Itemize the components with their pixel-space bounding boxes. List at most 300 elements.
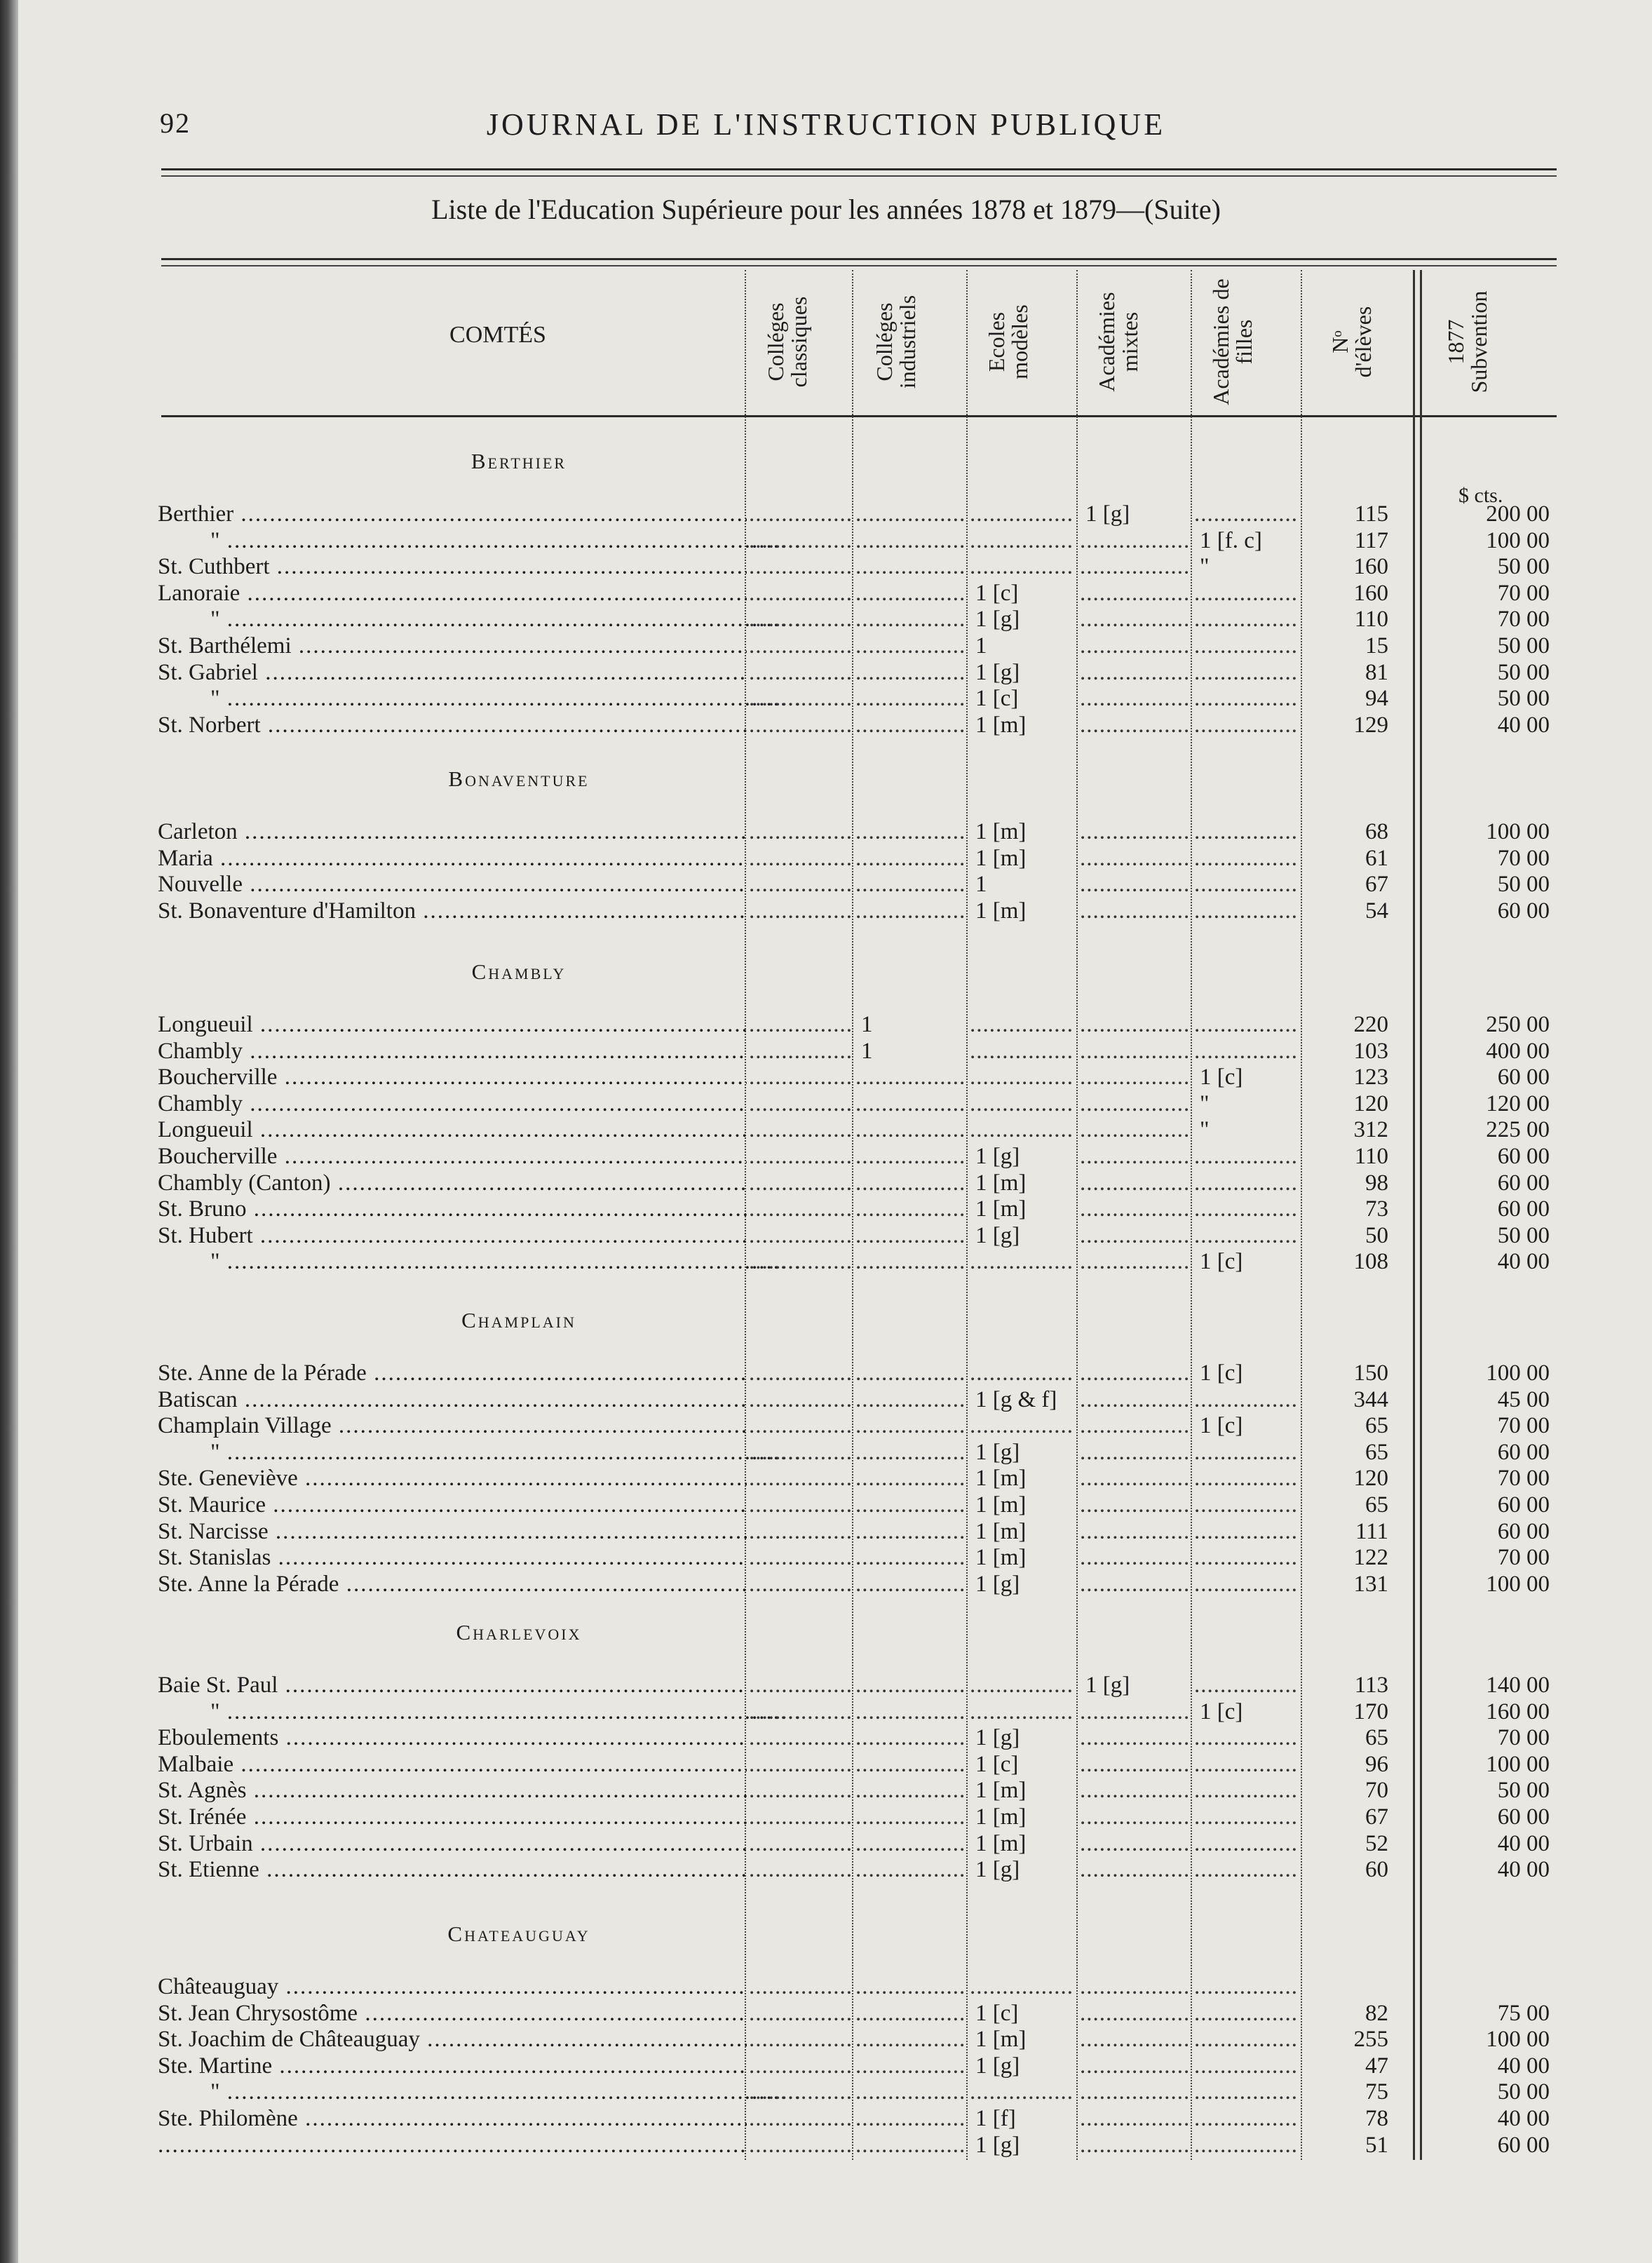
enrolment-value: 67 <box>1365 1804 1388 1830</box>
parish-name: Châteauguay ..... <box>158 1974 747 2000</box>
cell-c2 <box>855 1117 964 1143</box>
subvention-value: 70 00 <box>1497 1413 1550 1438</box>
cell-c4 <box>1080 2027 1189 2053</box>
cell-c1 <box>749 2133 851 2159</box>
cell-c4 <box>1080 2053 1189 2079</box>
table-row <box>0 1974 1652 2000</box>
enrolment-value: 120 <box>1353 1091 1388 1116</box>
cell-c1 <box>749 1360 851 1386</box>
cell-c4 <box>1080 1091 1189 1117</box>
cell-c5 <box>1194 2027 1299 2053</box>
enrolment-value: 61 <box>1365 846 1388 871</box>
parish-name: Chambly ..... <box>158 1091 747 1117</box>
cell-c1 <box>749 1725 851 1751</box>
subvention-value: 40 00 <box>1497 1249 1550 1274</box>
cell-c1 <box>749 1091 851 1117</box>
cell-c2 <box>855 819 964 845</box>
cell-c1 <box>749 1196 851 1222</box>
cell-c5 <box>1194 1572 1299 1597</box>
cell-c4 <box>1080 1249 1189 1275</box>
cell-c1 <box>749 1387 851 1413</box>
cell-c3: 1 [m] <box>975 1519 1027 1544</box>
table-row <box>0 1387 1652 1413</box>
parish-name: " ..... <box>158 607 799 633</box>
subvention-value: 100 00 <box>1486 819 1550 844</box>
cell-c3 <box>970 1065 1075 1090</box>
table-row <box>0 2001 1652 2027</box>
cell-c3: 1 [g] <box>975 1725 1020 1750</box>
parish-name: Ste. Philomène ..... <box>158 2106 747 2132</box>
cell-c5 <box>1194 846 1299 872</box>
cell-c3: 1 [m] <box>975 1196 1027 1222</box>
parish-name: Eboulements ..... <box>158 1725 747 1751</box>
subvention-value: 50 00 <box>1497 554 1550 579</box>
parish-name: " ..... <box>158 2079 799 2105</box>
cell-c4 <box>1080 1752 1189 1778</box>
cell-c5 <box>1194 686 1299 712</box>
enrolment-value: 131 <box>1353 1572 1388 1597</box>
cell-c4 <box>1080 633 1189 659</box>
cell-c4 <box>1080 528 1189 554</box>
enrolment-value: 54 <box>1365 898 1388 924</box>
cell-c5 <box>1194 2053 1299 2079</box>
cell-c3: 1 [g] <box>975 2053 1020 2079</box>
cell-c2 <box>855 607 964 633</box>
table-row <box>0 1857 1652 1883</box>
cell-c2 <box>855 1725 964 1751</box>
running-head: JOURNAL DE L'INSTRUCTION PUBLIQUE <box>486 107 1166 142</box>
cell-c5 <box>1194 1545 1299 1571</box>
cell-c2 <box>855 712 964 738</box>
subvention-value: 60 00 <box>1497 1519 1550 1544</box>
cell-c2 <box>855 872 964 898</box>
subvention-value: 40 00 <box>1497 2106 1550 2131</box>
cell-c2: 1 <box>861 1039 873 1064</box>
enrolment-value: 67 <box>1365 872 1388 897</box>
parish-name: Nouvelle ..... <box>158 872 747 898</box>
cell-c4: 1 [g] <box>1085 501 1130 527</box>
enrolment-value: 70 <box>1365 1778 1388 1803</box>
cell-c5: 1 [c] <box>1200 1249 1243 1274</box>
cell-c1 <box>749 1440 851 1466</box>
cell-c2 <box>855 1572 964 1597</box>
enrolment-value: 65 <box>1365 1725 1388 1750</box>
parish-name: Chambly ..... <box>158 1039 747 1065</box>
cell-c3: 1 [m] <box>975 712 1027 738</box>
cell-c3: 1 [g] <box>975 2133 1020 2158</box>
subvention-value: 50 00 <box>1497 872 1550 897</box>
enrolment-value: 96 <box>1365 1752 1388 1777</box>
cell-c3: 1 [m] <box>975 1466 1027 1491</box>
header-rule <box>161 168 1557 170</box>
table-row <box>0 1196 1652 1222</box>
subvention-value: 70 00 <box>1497 846 1550 871</box>
cell-c4 <box>1080 1804 1189 1830</box>
parish-name: Carleton ..... <box>158 819 747 845</box>
cell-c5 <box>1194 2079 1299 2105</box>
subvention-value: 60 00 <box>1497 1170 1550 1196</box>
parish-name: " ..... <box>158 1249 799 1275</box>
enrolment-value: 52 <box>1365 1831 1388 1856</box>
cell-c4 <box>1080 1360 1189 1386</box>
cell-c5 <box>1194 1440 1299 1466</box>
table-row <box>0 1144 1652 1170</box>
subvention-value: 100 00 <box>1486 2027 1550 2052</box>
cell-c2 <box>855 554 964 580</box>
cell-c4 <box>1080 1572 1189 1597</box>
cell-c5 <box>1194 1223 1299 1249</box>
col-header-col3: Ecoles modèles <box>984 304 1032 379</box>
parish-name: " ..... <box>158 1699 799 1725</box>
cell-c4 <box>1080 872 1189 898</box>
subvention-value: 70 00 <box>1497 1725 1550 1750</box>
cell-c5 <box>1194 1804 1299 1830</box>
cell-c3: 1 <box>975 872 987 897</box>
parish-name: St. Irénée ..... <box>158 1804 747 1830</box>
enrolment-value: 312 <box>1353 1117 1388 1142</box>
cell-c4 <box>1080 554 1189 580</box>
table-row <box>0 1413 1652 1439</box>
parish-name: St. Norbert ..... <box>158 712 747 738</box>
table-row <box>0 501 1652 527</box>
cell-c1 <box>749 581 851 607</box>
cell-c2 <box>855 1545 964 1571</box>
table-row <box>0 1117 1652 1143</box>
enrolment-value: 160 <box>1353 581 1388 606</box>
cell-c1 <box>749 660 851 686</box>
subvention-value: 50 00 <box>1497 660 1550 685</box>
subvention-value: 60 00 <box>1497 1196 1550 1222</box>
cell-c2 <box>855 1170 964 1196</box>
enrolment-value: 73 <box>1365 1196 1388 1222</box>
enrolment-value: 117 <box>1354 528 1388 553</box>
table-row <box>0 2027 1652 2053</box>
parish-name: St. Joachim de Châteauguay ..... <box>158 2027 747 2053</box>
enrolment-value: 47 <box>1365 2053 1388 2079</box>
parish-name: Malbaie ..... <box>158 1752 747 1778</box>
subvention-value: 45 00 <box>1497 1387 1550 1412</box>
parish-name: " ..... <box>158 528 799 554</box>
parish-name: Champlain Village ..... <box>158 1413 747 1439</box>
table-row <box>0 1725 1652 1751</box>
county-heading: Chambly <box>471 959 567 984</box>
cell-c3: 1 [m] <box>975 819 1027 844</box>
cell-c3 <box>970 1012 1075 1038</box>
enrolment-value: 98 <box>1365 1170 1388 1196</box>
subvention-value: 60 00 <box>1497 2133 1550 2158</box>
cell-c3: 1 [g] <box>975 1440 1020 1465</box>
enrolment-value: 82 <box>1365 2001 1388 2026</box>
col-header-col1: Colléges classiques <box>763 296 811 388</box>
parish-name: Ste. Anne de la Pérade ..... <box>158 1360 747 1386</box>
parish-name: St. Urbain ..... <box>158 1831 747 1857</box>
cell-c5 <box>1194 819 1299 845</box>
subvention-value: 60 00 <box>1497 1065 1550 1090</box>
cell-c2 <box>855 2133 964 2159</box>
cell-c4 <box>1080 1831 1189 1857</box>
cell-c5: 1 [c] <box>1200 1065 1243 1090</box>
cell-c5: 1 [c] <box>1200 1413 1243 1438</box>
cell-c3: 1 <box>975 633 987 658</box>
cell-c5: " <box>1200 554 1210 579</box>
cell-c5 <box>1194 1492 1299 1518</box>
cell-c1 <box>749 1012 851 1038</box>
cell-c4 <box>1080 846 1189 872</box>
parish-name: " ..... <box>158 686 799 712</box>
cell-c4 <box>1080 1144 1189 1170</box>
parish-name: St. Maurice ..... <box>158 1492 747 1518</box>
cell-c3: 1 [g] <box>975 607 1020 632</box>
subvention-value: 50 00 <box>1497 633 1550 658</box>
cell-c2 <box>855 1249 964 1275</box>
cell-c5 <box>1194 2001 1299 2027</box>
currency-unit: $ cts. <box>1458 484 1503 507</box>
table-row <box>0 1804 1652 1830</box>
table-row <box>0 660 1652 686</box>
county-heading: Bonaventure <box>448 766 590 791</box>
cell-c1 <box>749 501 851 527</box>
subvention-value: 40 00 <box>1497 2053 1550 2079</box>
table-row <box>0 1545 1652 1571</box>
cell-c4 <box>1080 1065 1189 1090</box>
subvention-value: 60 00 <box>1497 898 1550 924</box>
cell-c3 <box>970 1413 1075 1439</box>
enrolment-value: 255 <box>1353 2027 1388 2052</box>
cell-c3: 1 [c] <box>975 2001 1019 2026</box>
table-row <box>0 1699 1652 1725</box>
subvention-value: 140 00 <box>1486 1673 1550 1698</box>
table-row <box>0 1572 1652 1597</box>
cell-c2 <box>855 1974 964 2000</box>
cell-c2 <box>855 1752 964 1778</box>
cell-c1 <box>749 2001 851 2027</box>
table-row <box>0 1249 1652 1275</box>
enrolment-value: 160 <box>1353 554 1388 579</box>
cell-c4 <box>1080 1387 1189 1413</box>
cell-c2 <box>855 1440 964 1466</box>
table-row <box>0 2053 1652 2079</box>
cell-c4 <box>1080 1223 1189 1249</box>
cell-c3: 1 [c] <box>975 581 1019 606</box>
cell-c4 <box>1080 1725 1189 1751</box>
cell-c4 <box>1080 1117 1189 1143</box>
cell-c4 <box>1080 1196 1189 1222</box>
cell-c1 <box>749 1519 851 1545</box>
cell-c1 <box>749 898 851 924</box>
col-header-counties: COMTÉS <box>449 322 546 348</box>
enrolment-value: 65 <box>1365 1492 1388 1518</box>
subvention-value: 160 00 <box>1486 1699 1550 1724</box>
parish-name: St. Agnès ..... <box>158 1778 747 1804</box>
cell-c2 <box>855 1387 964 1413</box>
cell-c1 <box>749 846 851 872</box>
cell-c4: 1 [g] <box>1085 1673 1130 1698</box>
cell-c5 <box>1194 872 1299 898</box>
cell-c3 <box>970 1039 1075 1065</box>
enrolment-value: 65 <box>1365 1413 1388 1438</box>
cell-c3 <box>970 1117 1075 1143</box>
table-row <box>0 1673 1652 1698</box>
subvention-value: 60 00 <box>1497 1144 1550 1169</box>
cell-c1 <box>749 1857 851 1883</box>
enrolment-value: 108 <box>1353 1249 1388 1274</box>
cell-c1 <box>749 1170 851 1196</box>
enrolment-value: 123 <box>1353 1065 1388 1090</box>
county-heading: Charlevoix <box>456 1620 582 1644</box>
table-row <box>0 872 1652 898</box>
col-header-col7: 1877 Subvention <box>1443 290 1491 393</box>
cell-c5 <box>1194 1012 1299 1038</box>
county-heading: Berthier <box>470 449 567 473</box>
parish-name: St. Stanislas ..... <box>158 1545 747 1571</box>
subvention-value: 70 00 <box>1497 1545 1550 1570</box>
parish-name: Baie St. Paul ..... <box>158 1673 747 1698</box>
table-top-rule <box>161 258 1557 260</box>
parish-name: St. Gabriel ..... <box>158 660 747 686</box>
cell-c4 <box>1080 1778 1189 1804</box>
cell-c4 <box>1080 2079 1189 2105</box>
cell-c5 <box>1194 1387 1299 1413</box>
cell-c4 <box>1080 581 1189 607</box>
cell-c2: 1 <box>861 1012 873 1037</box>
cell-c2 <box>855 581 964 607</box>
table-row <box>0 2106 1652 2132</box>
table-row <box>0 1492 1652 1518</box>
enrolment-value: 51 <box>1365 2133 1388 2158</box>
cell-c5 <box>1194 2133 1299 2159</box>
enrolment-value: 103 <box>1353 1039 1388 1064</box>
cell-c3: 1 [m] <box>975 1492 1027 1518</box>
cell-c1 <box>749 2053 851 2079</box>
cell-c1 <box>749 1572 851 1597</box>
cell-c5 <box>1194 607 1299 633</box>
cell-c2 <box>855 660 964 686</box>
cell-c3 <box>970 528 1075 554</box>
cell-c3: 1 [g] <box>975 1857 1020 1882</box>
cell-c2 <box>855 1778 964 1804</box>
cell-c5 <box>1194 1725 1299 1751</box>
table-row <box>0 554 1652 580</box>
cell-c2 <box>855 1196 964 1222</box>
table-row <box>0 686 1652 712</box>
enrolment-value: 60 <box>1365 1857 1388 1882</box>
cell-c3 <box>970 1360 1075 1386</box>
cell-c1 <box>749 1039 851 1065</box>
table-row <box>0 1065 1652 1090</box>
parish-name: " ..... <box>158 1440 799 1466</box>
table-row <box>0 1466 1652 1492</box>
cell-c2 <box>855 1360 964 1386</box>
subvention-value: 40 00 <box>1497 1857 1550 1882</box>
enrolment-value: 111 <box>1355 1519 1388 1544</box>
cell-c2 <box>855 1857 964 1883</box>
parish-name: St. Cuthbert ..... <box>158 554 747 580</box>
subvention-value: 100 00 <box>1486 1360 1550 1386</box>
parish-name: St. Barthélemi ..... <box>158 633 747 659</box>
cell-c5 <box>1194 501 1299 527</box>
table-row <box>0 898 1652 924</box>
cell-c1 <box>749 872 851 898</box>
parish-name: St. Bruno ..... <box>158 1196 747 1222</box>
parish-name: Ste. Geneviève ..... <box>158 1466 747 1492</box>
cell-c5: 1 [f. c] <box>1200 528 1262 553</box>
cell-c5 <box>1194 1974 1299 2000</box>
cell-c2 <box>855 1699 964 1725</box>
cell-c5 <box>1194 1778 1299 1804</box>
col-header-col4: Académies mixtes <box>1094 292 1142 392</box>
table-row <box>0 1440 1652 1466</box>
cell-c2 <box>855 1519 964 1545</box>
cell-c1 <box>749 1545 851 1571</box>
cell-c1 <box>749 1223 851 1249</box>
cell-c2 <box>855 1831 964 1857</box>
cell-c2 <box>855 2079 964 2105</box>
enrolment-value: 129 <box>1353 712 1388 738</box>
cell-c4 <box>1080 686 1189 712</box>
cell-c3 <box>970 2079 1075 2105</box>
subvention-value: 50 00 <box>1497 1223 1550 1248</box>
cell-c1 <box>749 1974 851 2000</box>
cell-c1 <box>749 1249 851 1275</box>
cell-c3: 1 [m] <box>975 846 1027 871</box>
parish-name: Boucherville ..... <box>158 1065 747 1090</box>
table-row <box>0 2133 1652 2159</box>
cell-c2 <box>855 633 964 659</box>
cell-c3: 1 [g] <box>975 1572 1020 1597</box>
enrolment-value: 122 <box>1353 1545 1388 1570</box>
enrolment-value: 65 <box>1365 1440 1388 1465</box>
enrolment-value: 170 <box>1353 1699 1388 1724</box>
enrolment-value: 81 <box>1365 660 1388 685</box>
cell-c4 <box>1080 1857 1189 1883</box>
county-heading: Chateauguay <box>447 1921 590 1946</box>
cell-c5 <box>1194 633 1299 659</box>
parish-name <box>158 2133 747 2159</box>
parish-name: St. Etienne ..... <box>158 1857 747 1883</box>
table-row <box>0 1091 1652 1117</box>
cell-c5 <box>1194 1519 1299 1545</box>
table-row <box>0 1360 1652 1386</box>
parish-name: Ste. Anne la Pérade ..... <box>158 1572 747 1597</box>
table-row <box>0 1039 1652 1065</box>
cell-c2 <box>855 1065 964 1090</box>
cell-c5 <box>1194 1857 1299 1883</box>
cell-c5 <box>1194 1831 1299 1857</box>
header-bottom-rule <box>161 415 1557 417</box>
cell-c3 <box>970 554 1075 580</box>
cell-c1 <box>749 1466 851 1492</box>
subvention-value: 250 00 <box>1486 1012 1550 1037</box>
cell-c4 <box>1080 1039 1189 1065</box>
subvention-value: 50 00 <box>1497 1778 1550 1803</box>
enrolment-value: 78 <box>1365 2106 1388 2131</box>
cell-c1 <box>749 1413 851 1439</box>
cell-c4 <box>1080 2133 1189 2159</box>
parish-name: Ste. Martine ..... <box>158 2053 747 2079</box>
table-row <box>0 1778 1652 1804</box>
cell-c4 <box>1080 898 1189 924</box>
cell-c3 <box>970 1091 1075 1117</box>
cell-c4 <box>1080 607 1189 633</box>
cell-c2 <box>855 846 964 872</box>
table-row <box>0 1012 1652 1038</box>
cell-c5 <box>1194 1673 1299 1698</box>
cell-c5 <box>1194 660 1299 686</box>
cell-c1 <box>749 607 851 633</box>
cell-c2 <box>855 1223 964 1249</box>
subvention-value: 60 00 <box>1497 1804 1550 1830</box>
enrolment-value: 344 <box>1353 1387 1388 1412</box>
